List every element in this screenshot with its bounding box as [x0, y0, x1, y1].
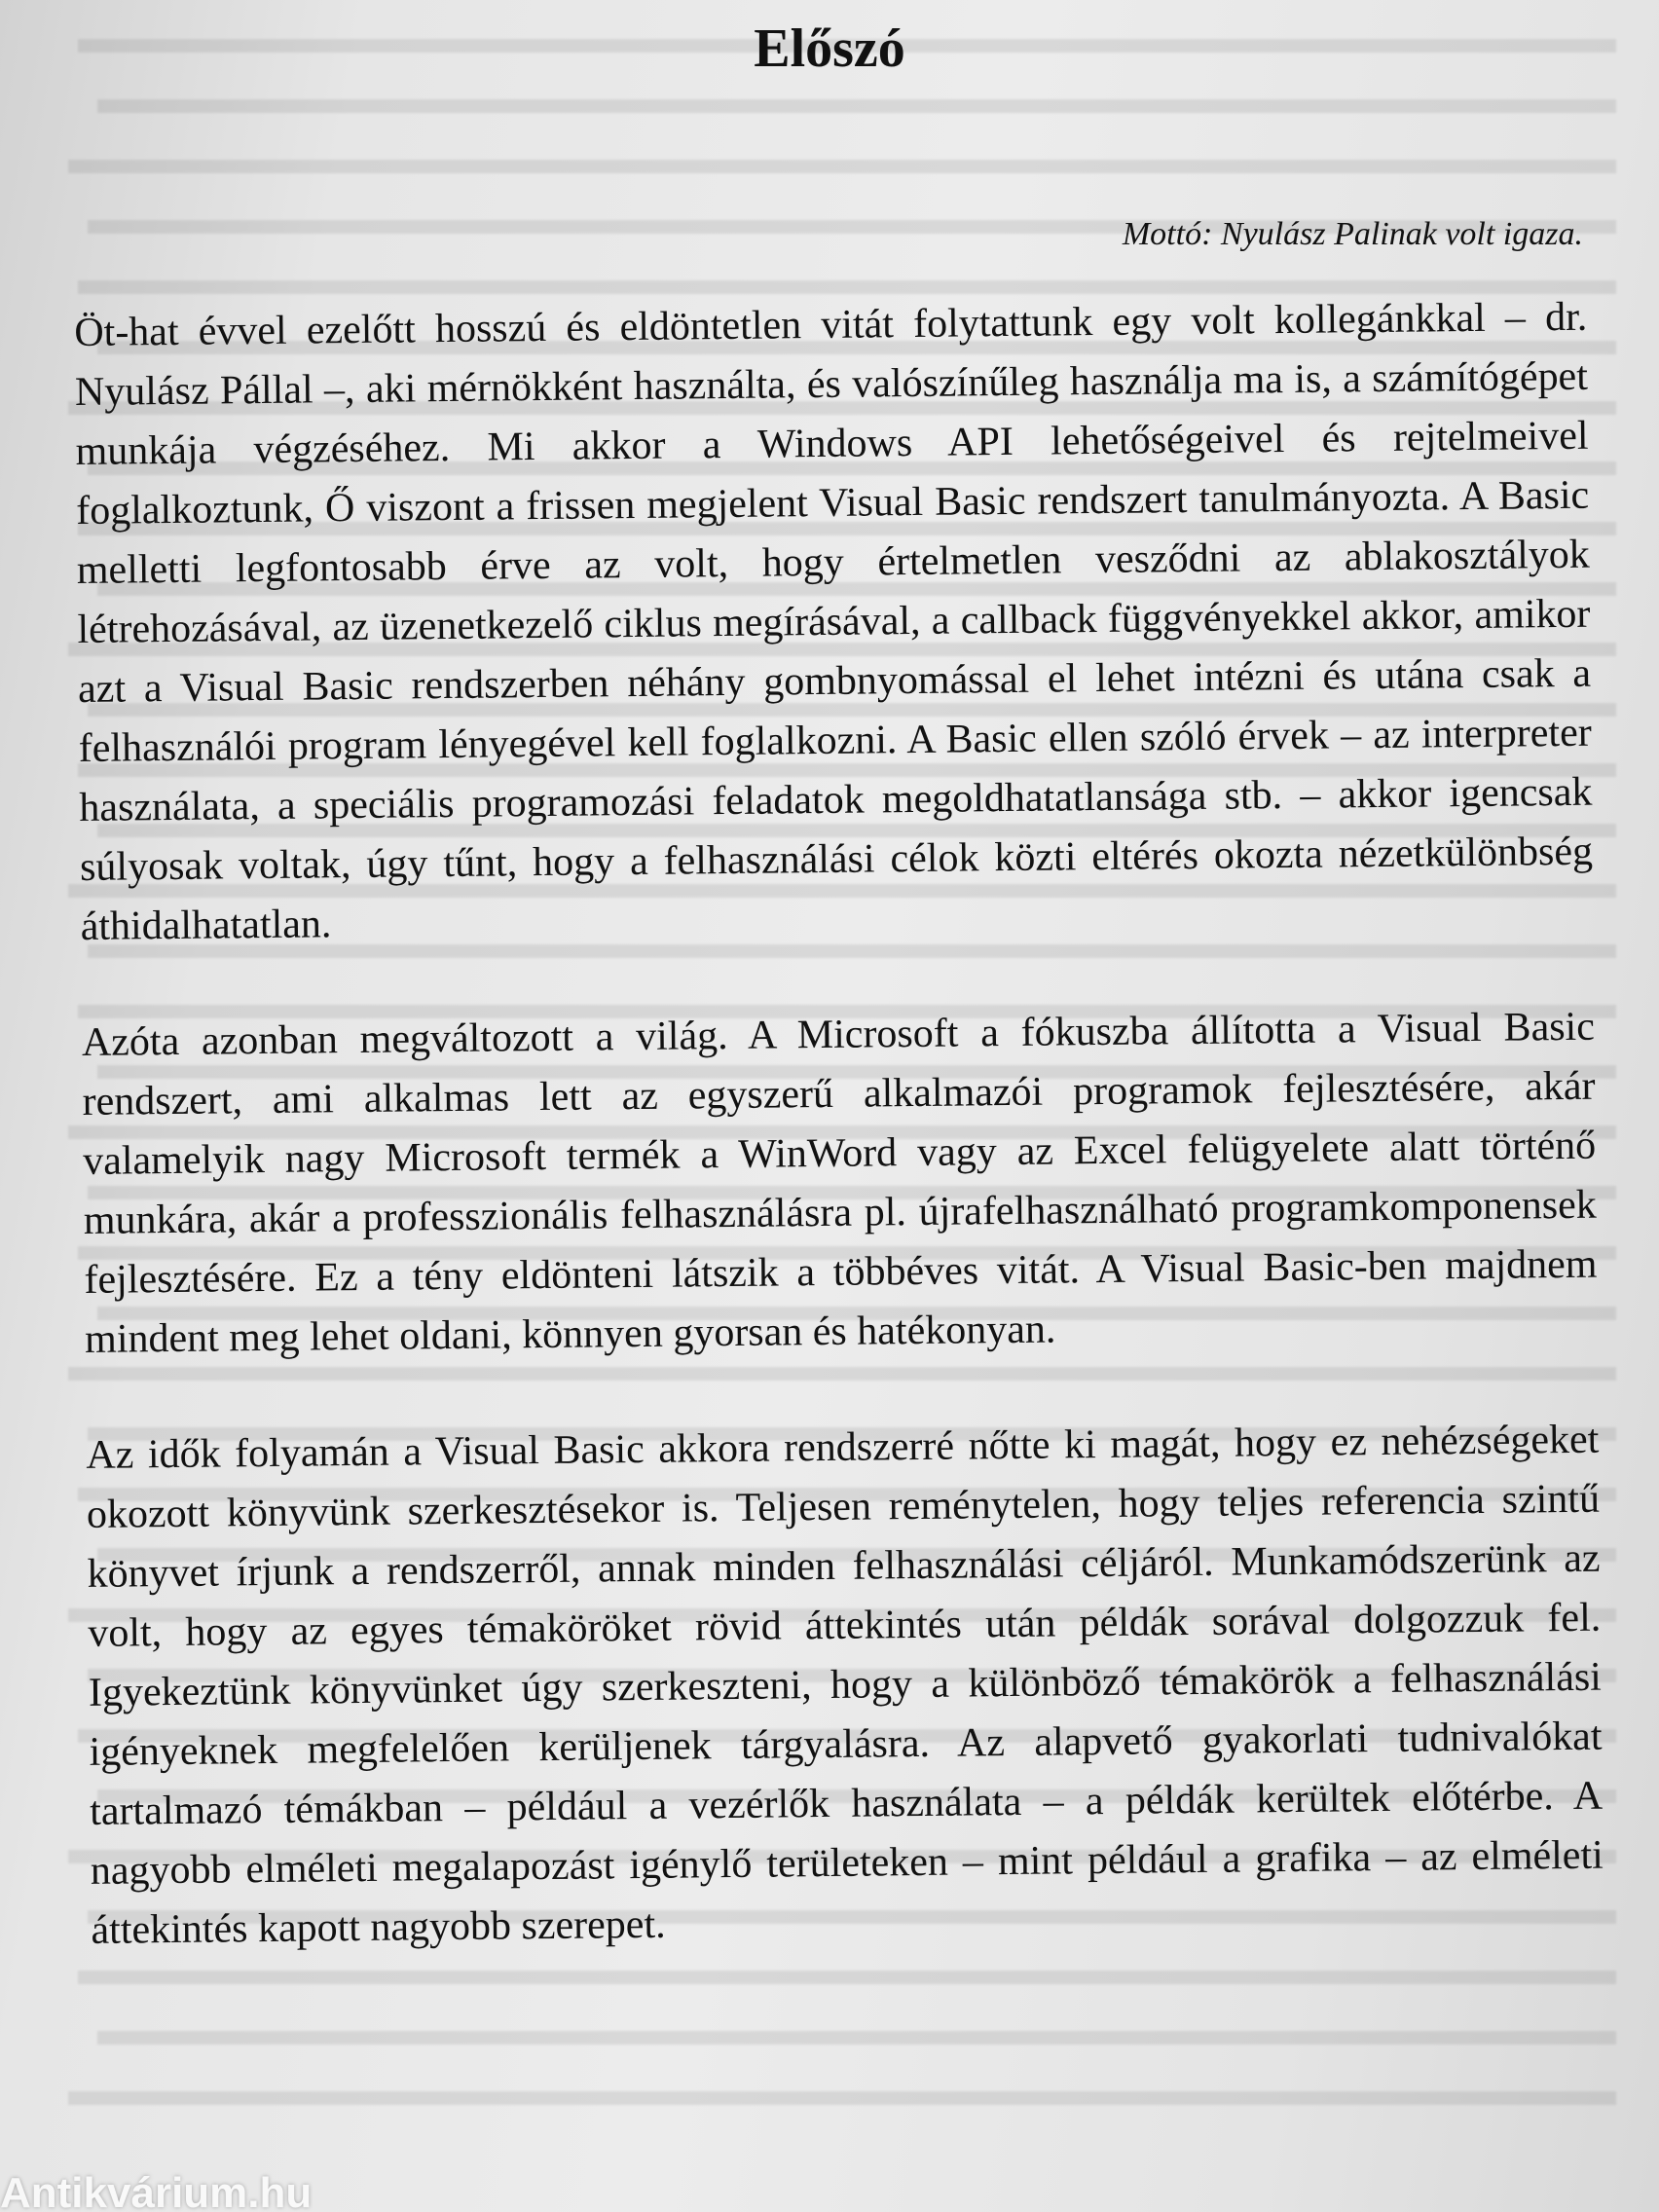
watermark: Antikvárium.hu: [0, 2169, 313, 2212]
paragraph-1: Öt-hat évvel ezelőtt hosszú és eldöntetlen vitát folytattunk egy volt kollegánkkal – dr. Nyulász Pállal –, aki mérnökként használta, és valószínűleg használja ma is, a számítógépet munkája végzéséhez. Mi akkor a Windows API lehetőségeivel és rejtelmeivel foglalkoztunk, Ő viszont a frissen megjelent Visual Basic rendszert tanulmányozta. A Basic melletti legfontosabb érve az volt, hogy értelmetlen vesződni az ablakosztályok létrehozásával, az üzenetkezelő ciklus megírásával, a callback függvényekkel akkor, amikor azt a Visual Basic rendszerben néhány gombnyomással el lehet intézni és utána csak a felhasználói program lényegével kell foglalkozni. A Basic ellen szóló érvek – az interpreter használata, a speciális programozási feladatok megoldhatatlansága stb. – akkor igencsak súlyosak voltak, úgy tűnt, hogy a felhasználási célok közti eltérés okozta nézetkülönbség áthidalhatatlan.: [74, 294, 1594, 949]
paragraph-3: Az idők folyamán a Visual Basic akkora rendszerré nőtte ki magát, hogy ez nehézségeket okozott könyvünk szerkesztésekor is. Teljesen reménytelen, hogy teljes referencia szintű könyvet írjunk a rendszerről, annak minden felhasználási céljáról. Munkamódszerünk az volt, hogy az egyes témaköröket rövid áttekintés után példák sorával dolgozzuk fel. Igyekeztünk könyvünket úgy szerkeszteni, hogy a különböző témakörök a felhasználási igényeknek megfelelően kerüljenek tárgyalásra. Az alapvető gyakorlati tudnivalókat tartalmazó témákban – például a vezérlők használata – a példák kerültek előtérbe. A nagyobb elméleti megalapozást igénylő területeken – mint például a grafika – az elméleti áttekintés kapott nagyobb szerepet.: [86, 1417, 1604, 1953]
page-title: Előszó: [754, 18, 905, 79]
body-text: [74, 288, 1604, 2017]
paragraph-2: Azóta azonban megváltozott a világ. A Microsoft a fókuszba állította a Visual Basic rendszert, ami alkalmas lett az egyszerű alkalmazói programok fejlesztésére, akár valamelyik nagy Microsoft termék a WinWord vagy az Excel felügyelete alatt történő munkára, akár a professzionális felhasználásra pl. újrafelhasználható programkomponensek fejlesztésére. Ez a tény eldönteni látszik a többéves vitát. A Visual Basic-ben majdnem mindent meg lehet oldani, könnyen gyorsan és hatékonyan.: [81, 1004, 1598, 1362]
motto: Mottó: Nyulász Palinak volt igaza.: [1122, 216, 1583, 252]
